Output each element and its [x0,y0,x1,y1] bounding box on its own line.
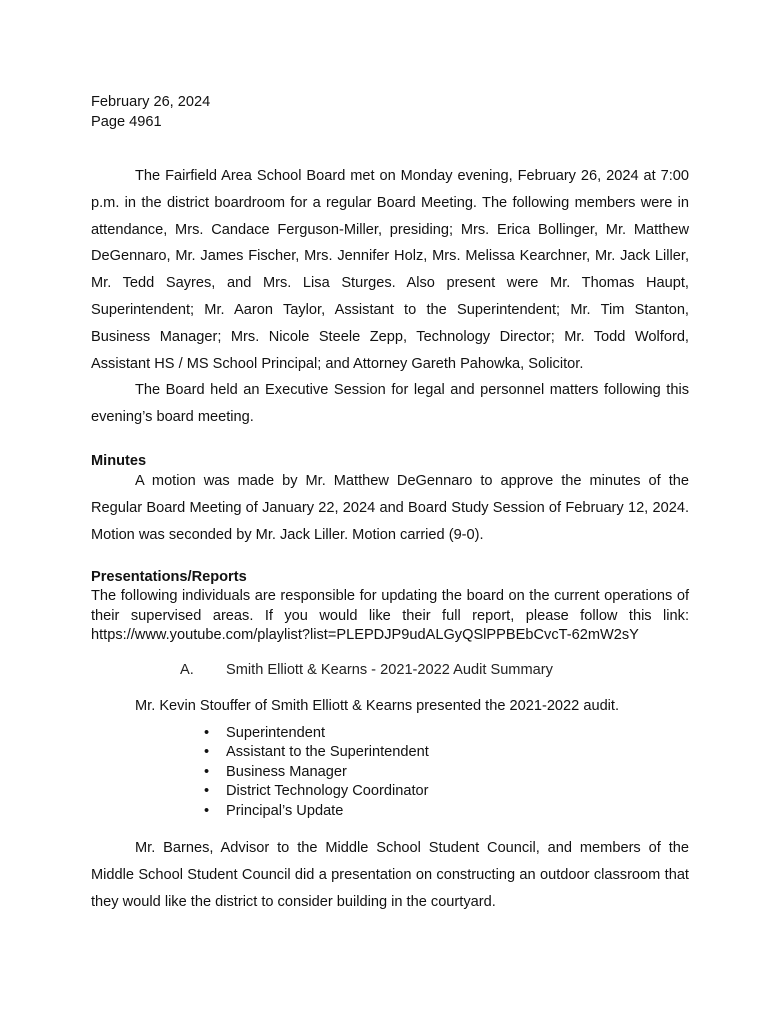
meeting-date: February 26, 2024 [91,94,211,110]
list-item: • Assistant to the Superintendent [200,743,429,762]
list-item: • Principal’s Update [200,802,429,821]
agenda-item-a [180,660,553,680]
bullet-icon: • [204,783,210,800]
list-item: • District Technology Coordinator [200,782,429,801]
page-header [91,92,689,132]
minutes-paragraph: A motion was made by Mr. Matthew DeGennaro to approve the minutes of the Regular Board Meeting of January 22, 2024 and Board Study Session of February 12, 2024. Motion was seconded by Mr. Jack Liller. Motion carried (9-0). [91,473,689,543]
bullet-icon: • [204,802,210,819]
list-item: • Superintendent [200,724,429,743]
intro-section [91,163,689,431]
audit-paragraph: Mr. Kevin Stouffer of Smith Elliott & Kearns presented the 2021-2022 audit. [135,698,620,714]
closing-section [91,835,689,915]
presentations-section [91,567,689,646]
presentations-heading: Presentations/Reports [91,569,247,585]
item-letter: A. [180,662,194,678]
item-title: Smith Elliott & Kearns - 2021-2022 Audit Summary [226,662,553,678]
minutes-section [91,451,689,548]
report-list [200,724,429,821]
bullet-icon: • [204,744,210,761]
attendance-paragraph: The Fairfield Area School Board met on Monday evening, February 26, 2024 at 7:00 p.m. in the district boardroom for a regular Board Meeting. The following members were in attendance, Mrs. Candace Ferguson-Miller, presiding; Mrs. Erica Bollinger, Mr. Matthew DeGennaro, Mr. James Fischer, Mrs. Jennifer Holz, Mrs. Melissa Kearchner, Mr. Jack Liller, Mr. Tedd Sayres, and Mrs. Lisa Sturges. Also present were Mr. Thomas Haupt, Superintendent; Mr. Aaron Taylor, Assistant to the Superintendent; Mr. Tim Stanton, Business Manager; Mrs. Nicole Steele Zepp, Technology Director; Mr. Todd Wolford, Assistant HS / MS School Principal; and Attorney Gareth Pahowka, Solicitor. [91,168,689,372]
page-number: Page 4961 [91,114,162,130]
presentations-paragraph: The following individuals are responsible for updating the board on the current operations of their supervised areas. If you would like their full report, please follow this link: https://www.youtube.com/playlist?list=PLEPDJP9udALGyQSlPPBEbCvcT-62mW2sY [91,588,689,643]
bullet-icon: • [204,725,210,741]
minutes-heading: Minutes [91,453,147,469]
bullet-icon: • [204,763,210,780]
executive-session-paragraph: The Board held an Executive Session for legal and personnel matters following this evening’s board meeting. [91,382,689,426]
audit-section [91,696,689,716]
list-item: • Business Manager [200,763,429,782]
student-council-paragraph: Mr. Barnes, Advisor to the Middle School Student Council, and members of the Middle School Student Council did a presentation on constructing an outdoor classroom that they would like the district to consider building in the courtyard. [91,840,689,910]
